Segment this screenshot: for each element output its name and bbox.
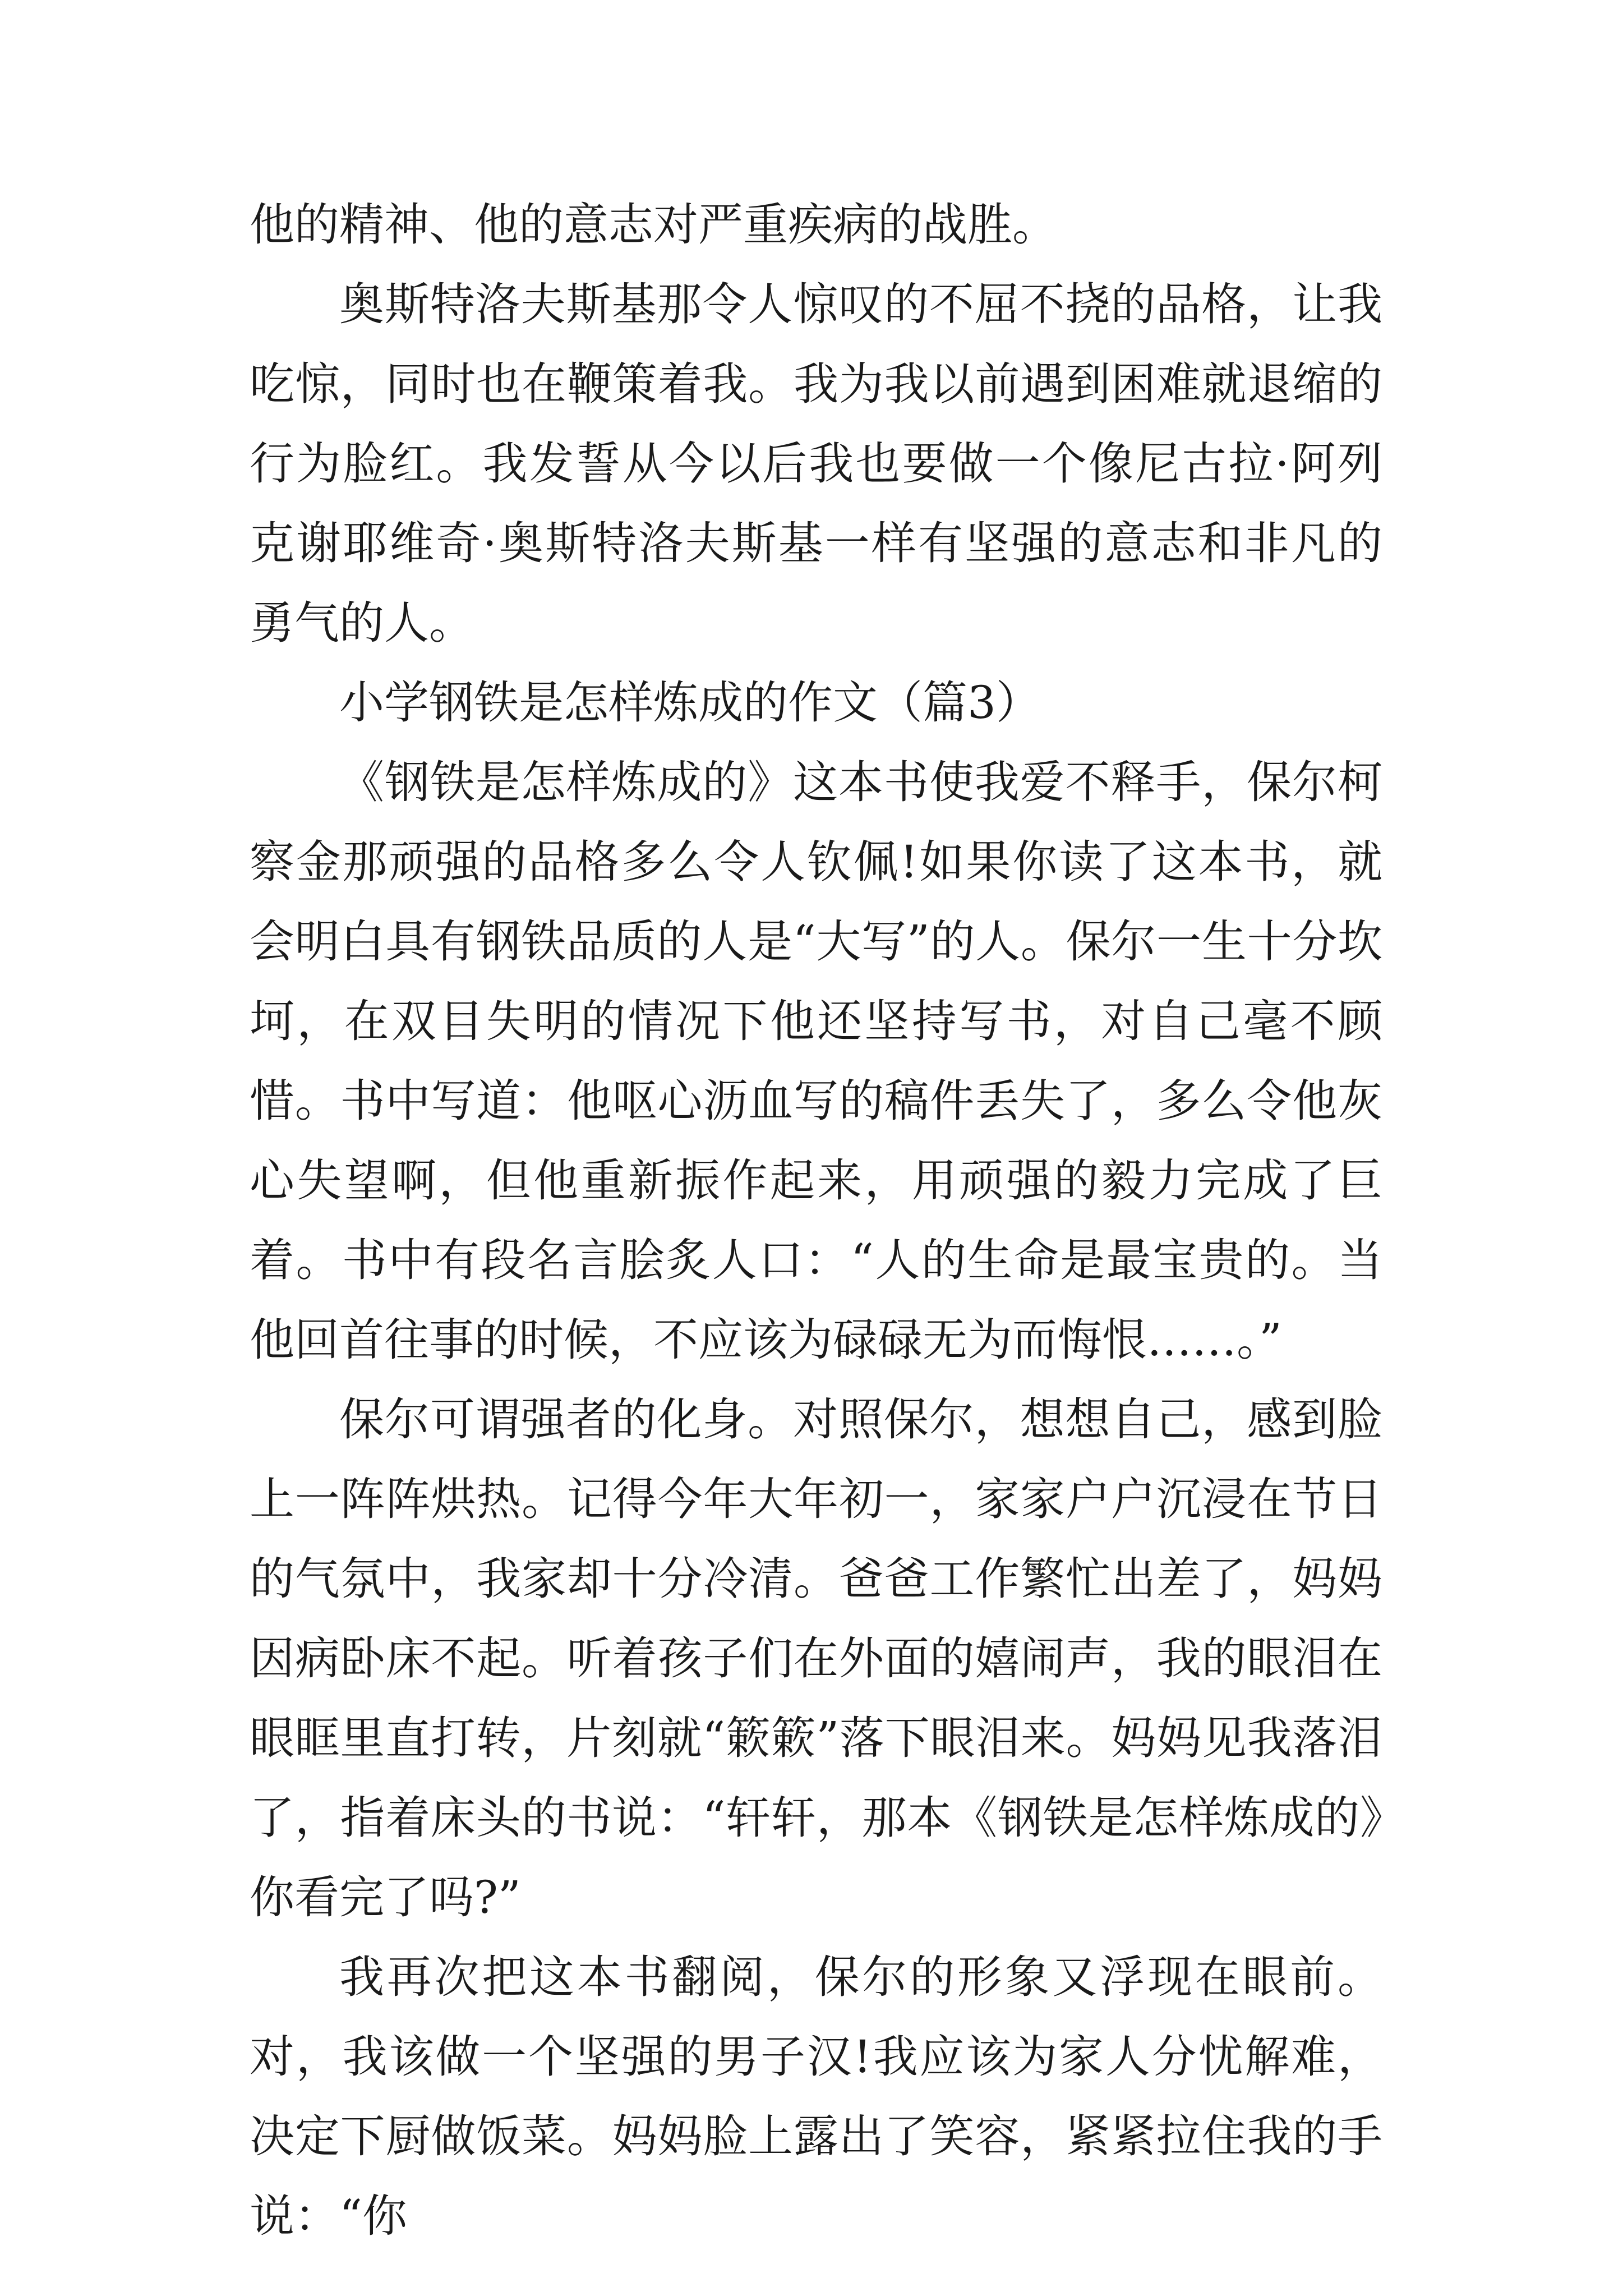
section-heading: 小学钢铁是怎样炼成的作文（篇3） [339, 677, 1041, 729]
paragraph: 奥斯特洛夫斯基那令人惊叹的不屈不挠的品格，让我吃惊，同时也在鞭策着我。我为我以前遇到困难就退缩的行为脸红。我发誓从今以后我也要做一个像尼古拉·阿列克谢耶维奇·奥斯特洛夫斯基一样有坚强的意志和非凡的勇气的人。 [250, 278, 1382, 649]
paragraph: 我再次把这本书翻阅，保尔的形象又浮现在眼前。对，我该做一个坚强的男子汉!我应该为家人分忧解难，决定下厨做饭菜。妈妈脸上露出了笑容，紧紧拉住我的手说：“你 [250, 1951, 1382, 2242]
paragraph-continuation: 他的精神、他的意志对严重疾病的战胜。 [250, 199, 1057, 251]
paragraph: 保尔可谓强者的化身。对照保尔，想想自己，感到脸上一阵阵烘热。记得今年大年初一，家家户户沉浸在节日的气氛中，我家却十分冷清。爸爸工作繁忙出差了，妈妈因病卧床不起。听着孩子们在外面的嬉闹声，我的眼泪在眼眶里直打转，片刻就“簌簌”落下眼泪来。妈妈见我落泪了，指着床头的书说：“轩轩，那本《钢铁是怎样炼成的》你看完了吗?” [250, 1393, 1382, 1924]
paragraph: 《钢铁是怎样炼成的》这本书使我爱不释手，保尔柯察金那顽强的品格多么令人钦佩!如果你读了这本书，就会明白具有钢铁品质的人是“大写”的人。保尔一生十分坎坷，在双目失明的情况下他还坚持写书，对自己毫不顾惜。书中写道：他呕心沥血写的稿件丢失了，多么令他灰心失望啊，但他重新振作起来，用顽强的毅力完成了巨着。书中有段名言脍炙人口：“人的生命是最宝贵的。当他回首往事的时候，不应该为碌碌无为而悔恨……。” [250, 756, 1382, 1366]
body-text [250, 185, 1382, 2256]
